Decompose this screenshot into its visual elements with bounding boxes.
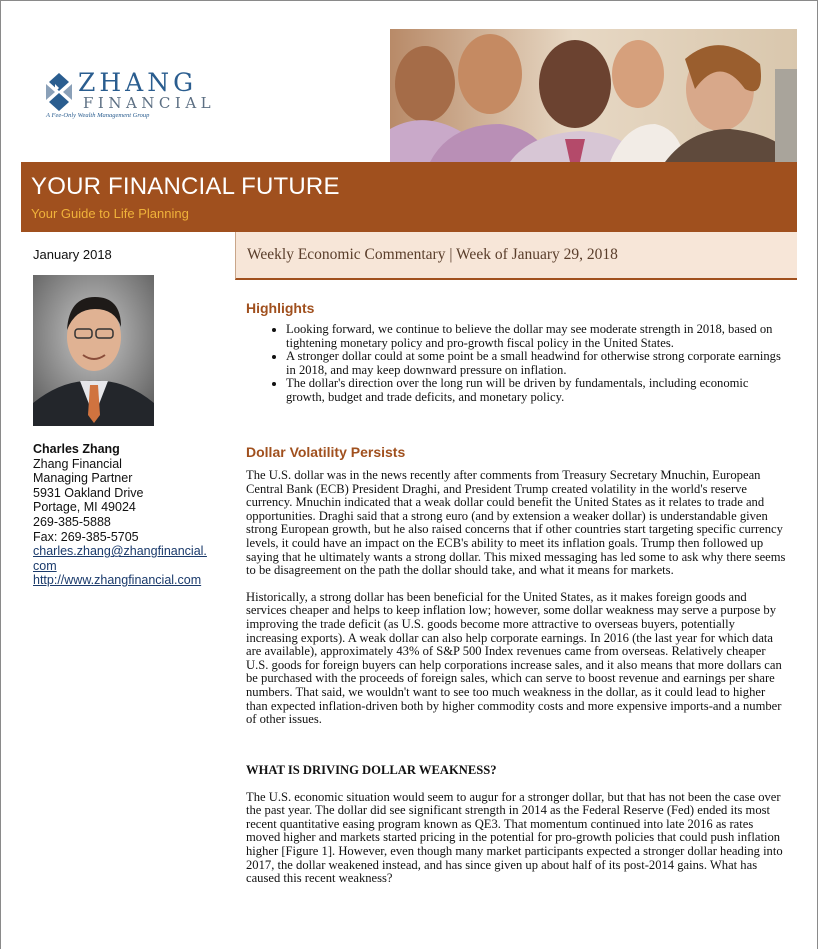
- highlight-item: • Looking forward, we continue to believe the dollar may see moderate strength in 2018, based on tightening monetary policy and pro-growth fiscal policy in the United States.: [286, 323, 786, 350]
- commentary-title: Weekly Economic Commentary | Week of January 29, 2018: [247, 246, 618, 263]
- contact-block: [33, 442, 208, 588]
- section-heading-dollar-weakness: WHAT IS DRIVING DOLLAR WEAKNESS?: [246, 762, 497, 777]
- email-link[interactable]: charles.zhang@zhangfinancial.com: [33, 544, 207, 573]
- highlight-item: • The dollar's direction over the long run will be driven by fundamentals, including economic growth, budget and trade deficits, and monetary policy.: [286, 377, 786, 404]
- paragraph: The U.S. economic situation would seem to augur for a stronger dollar, but that has not been the case over the past year. The dollar did see significant strength in 2014 as the Federal Reserve (Fed) ended its most recent quantitative easing program known as QE3. That momentum continued into late 2016 as rates moved higher and markets started pricing in the potential for pro-growth policies that could push inflation higher [Figure 1]. However, even though many market participants expected a stronger dollar heading into 2017, the dollar weakened instead, and has since given up about half of its post-2014 gains. What has caused this recent weakness?: [246, 789, 783, 886]
- address-line-2: Portage, MI 49024: [33, 500, 136, 515]
- logo-tagline: A Fee-Only Wealth Management Group: [46, 112, 150, 119]
- banner-title: YOUR FINANCIAL FUTURE: [31, 173, 340, 200]
- logo-mark-icon: [44, 72, 74, 112]
- paragraph: The U.S. dollar was in the news recently after comments from Treasury Secretary Mnuchin, European Central Bank (ECB) President Draghi, and President Trump created volatility in the world's reserve currency. Mnuchin indicated that a weak dollar could benefit the United States as it relates to trade and opportunities. Draghi said that a strong euro (and by extension a weaker dollar) is understandable given strong European growth, but he also raised concerns that if other countries start targeting specific currency levels, it could have an impact on the ECB's ability to meet its inflation goals. Trump then followed up saying that he ultimately wants a strong dollar. This mixed messaging has led some to ask why there seems to be disagreement on the path the dollar should take, and what it means for markets.: [246, 468, 786, 578]
- advisor-name: Charles Zhang: [33, 442, 120, 456]
- issue-date: January 2018: [33, 247, 112, 262]
- main-content: [246, 300, 786, 886]
- commentary-bar: [235, 232, 797, 280]
- paragraph: Historically, a strong dollar has been beneficial for the United States, as it makes foreign goods and services cheaper and helps to keep inflation low; however, some dollar weakness may serve a purpose by improving the trade deficit (as U.S. goods become more attractive to overseas buyers, potentially increasing exports). A weak dollar can also help corporate earnings. In 2016 (the last year for which data are available), approximately 43% of S&P 500 Index revenues came from overseas. Relatively cheaper U.S. goods for foreign buyers can help corporations increase sales, and it also means that more dollars can be purchased with the proceeds of foreign sales, which can serve to boost revenue and earnings per share numbers. That said, we wouldn't want to see too much weakness in the dollar, as it could lead to higher than expected inflation-driven both by higher commodity costs and more expensive imports-and a number of other issues.: [246, 589, 782, 727]
- website-link[interactable]: http://www.zhangfinancial.com: [33, 573, 202, 588]
- highlight-item: • A stronger dollar could at some point be a small headwind for otherwise strong corporate earnings in 2018, and may keep downward pressure on inflation.: [286, 350, 786, 377]
- address-line-1: 5931 Oakland Drive: [33, 485, 144, 500]
- fax-number: Fax: 269-385-5705: [33, 529, 139, 544]
- advisor-portrait: [33, 275, 154, 426]
- advisor-company: Zhang Financial: [33, 456, 122, 471]
- phone-number: 269-385-5888: [33, 514, 111, 529]
- banner-subtitle: Your Guide to Life Planning: [31, 206, 189, 221]
- logo: [40, 70, 230, 126]
- highlights-heading: Highlights: [246, 300, 315, 316]
- section-heading-dollar-volatility: Dollar Volatility Persists: [246, 444, 406, 460]
- logo-name: ZHANG: [78, 68, 198, 97]
- logo-subname: FINANCIAL: [83, 94, 216, 112]
- banner: [21, 162, 797, 232]
- advisor-role: Managing Partner: [33, 471, 133, 486]
- highlights-list: [246, 323, 786, 404]
- header-photo: [390, 29, 797, 162]
